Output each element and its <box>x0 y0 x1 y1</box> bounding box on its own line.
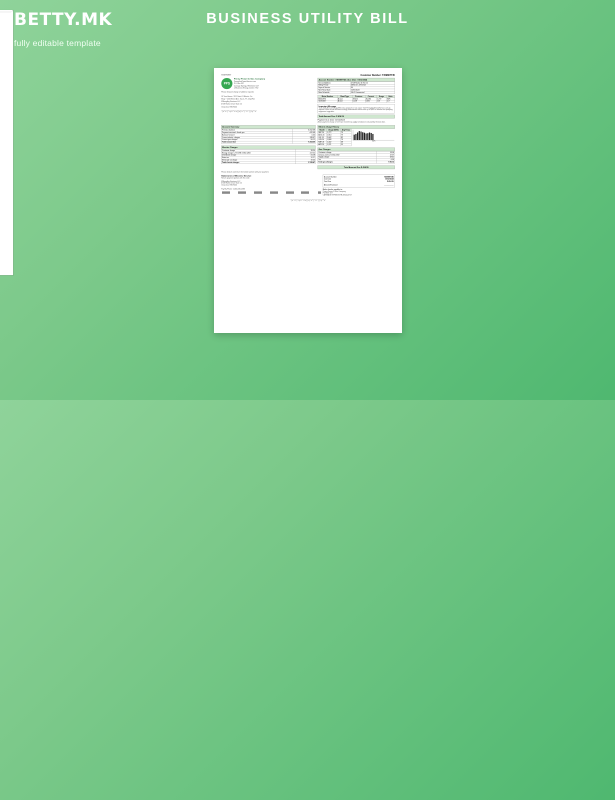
info-label-1: Billing Period <box>318 84 351 86</box>
meter-reading-table <box>318 95 395 103</box>
word-file-icon[interactable] <box>0 10 13 275</box>
account-summary-block <box>221 125 315 169</box>
usage-r5c0: APR 24 <box>318 144 327 146</box>
info-label-2: Days of Service <box>318 87 351 89</box>
table-row <box>221 161 315 163</box>
payment-stub-section <box>221 172 395 196</box>
customer-address-line-3: Willoughby Ventures LLC <box>221 101 315 104</box>
meter-col-4: Usage <box>377 95 387 97</box>
gas-label-3: Tax <box>318 159 377 161</box>
usage-r1c2: 79 <box>340 134 351 136</box>
gas-value-0: 14.00 <box>377 151 395 153</box>
charge-label-4: Municipal surcharge <box>221 159 295 161</box>
gas-charges-table <box>318 151 395 163</box>
summary-label-4: Current gas charges <box>221 139 292 141</box>
detach-note: Please detach and return the bottom portion with your payment. <box>221 172 395 174</box>
meter-r1c2: 5,218 <box>352 100 365 102</box>
payment-due-banner: Total Amount Due: $ 414.59 <box>318 115 395 119</box>
meter-r0c3: 40,184 <box>365 98 376 100</box>
stub-barcode <box>221 191 321 193</box>
meter-r0c4: 1,772 <box>377 98 387 100</box>
charge-label-5: Total electric charges <box>221 161 295 163</box>
summary-value-3: 318.47 <box>292 136 315 138</box>
stub-right <box>323 175 395 196</box>
electric-charges-table <box>221 149 315 164</box>
charge-value-4: 19.00 <box>296 159 316 161</box>
account-info-table <box>318 82 395 94</box>
company-address-1: PennyGasPowerService.com <box>234 80 265 82</box>
charge-value-0: 18.50 <box>296 149 316 151</box>
company-address-3: Carriage Springs, PA District 6.27 <box>234 85 265 87</box>
stub-amount-enclosed-label[interactable]: Amount Enclosed <box>324 184 337 186</box>
customer-number: Customer Number: 7459887745 <box>318 74 395 77</box>
usage-r0c0: SEP 24 <box>318 131 327 133</box>
meter-r1c3: 5,331 <box>365 100 376 102</box>
company-logo-icon: PPS <box>221 78 232 89</box>
usage-r2c1: 2,042 <box>326 136 340 138</box>
meter-col-0: Meter Number <box>318 95 338 97</box>
customer-address-block <box>221 96 315 109</box>
sender-block <box>221 74 315 122</box>
charge-value-1: 227.52 <box>296 152 316 154</box>
stub-customer-line-2: 4728 Harbor Drive Suite 12 <box>221 182 321 184</box>
stub-customer-line-1: Willoughby Ventures LLC <box>221 181 321 183</box>
middle-section <box>221 125 395 169</box>
usage-r5c1: 1,221 <box>326 144 340 146</box>
stub-amount-due-label: Total Due <box>324 181 331 183</box>
info-value-4: GS-2 Commercial <box>350 91 394 93</box>
meter-col-2: Previous <box>352 95 365 97</box>
usage-r3c0: JUN 24 <box>318 139 327 141</box>
utility-bill-document <box>214 68 402 333</box>
return-note: Please forward change of address requests <box>221 91 315 93</box>
stub-subheading: Return payment portion with this stub <box>221 177 321 179</box>
summary-value-1: -412.68 <box>292 131 315 133</box>
summary-label-1: Payment received - thank you <box>221 131 292 133</box>
due-date-line: Payment Due Date: 10/12/2024 <box>318 119 395 121</box>
document-footer-code: *|*0**0**|**0|*0***0*0|*|*0|**0**|***0***|*|*0|***0* <box>221 200 395 202</box>
account-info-block <box>316 74 395 122</box>
usage-r0c2: 74 <box>340 131 351 133</box>
account-info-title: Account Number: 7459887745 | Due Date: 10/12/2024 <box>318 78 395 82</box>
summary-value-5: $ 414.59 <box>292 141 315 143</box>
remit-line-1: Penny Power & Gas Company <box>323 191 395 193</box>
company-address-4: of Business Energy Center 7742 <box>234 87 265 89</box>
usage-r4c2: 68 <box>340 141 351 143</box>
summary-value-2: 0.00 <box>292 134 315 136</box>
meter-r1c1: Actual <box>337 100 352 102</box>
important-message-text: Your 2024 Annual Energy Efficiency program is now open. Visit PennyGasPowerService.com to request a free on-site business energy assessment and receive up to $500 in rebates on qualifying equipment upgrades. <box>319 107 394 112</box>
info-value-3: 10/13/2024 <box>350 89 394 91</box>
usage-r3c2: 76 <box>340 139 351 141</box>
gas-value-3: 6.34 <box>377 159 395 161</box>
usage-r1c0: AUG 24 <box>318 134 327 136</box>
document-header <box>221 74 395 122</box>
usage-col-2: Avg Temp <box>340 129 351 131</box>
remit-line-3: CARRIAGE SPRINGS PA 19044-0727 <box>323 194 395 196</box>
stub-customer-line-3: Clearview, PA 19044 <box>221 184 321 186</box>
table-row <box>318 100 395 102</box>
charge-value-2: 41.18 <box>296 154 316 156</box>
important-message-heading: Important Message <box>319 105 394 107</box>
usage-r4c0: MAY 24 <box>318 141 327 143</box>
company-name: Penny Power & Gas Company <box>234 77 265 80</box>
meter-col-3: Current <box>365 95 376 97</box>
stub-due-date-label: Due Date <box>324 178 331 180</box>
stub-account-value: 7459887745 <box>384 176 393 178</box>
customer-address-line-1: Of Your Home • 1111 Saint Of Electric Co. <box>221 96 315 99</box>
account-summary-table <box>221 129 315 144</box>
word-label <box>0 273 13 275</box>
meter-r0c0: A5512874 <box>318 98 338 100</box>
stub-account-label: Account Number <box>324 176 337 178</box>
info-label-4: Rate Schedule <box>318 91 351 93</box>
account-summary-heading: Account Summary <box>221 125 315 129</box>
meter-col-5: Units <box>386 95 394 97</box>
stub-amount-box <box>323 175 395 188</box>
meter-r0c1: Actual <box>337 98 352 100</box>
gas-charges-heading: Gas Charges <box>318 148 395 152</box>
gas-label-2: Supply charge <box>318 156 377 158</box>
remit-line-2: PO BOX 727 <box>323 192 395 194</box>
gas-value-4: $ 96.12 <box>377 161 395 163</box>
remit-heading: Make checks payable to: <box>323 189 395 191</box>
usage-col-0: Month <box>318 129 327 131</box>
customer-address-line-4: 4728 Harbor Drive Suite 12 <box>221 103 315 106</box>
gas-value-1: 47.37 <box>377 154 395 156</box>
customer-address-line-5: Clearview, PA 19044 <box>221 106 315 109</box>
table-row <box>221 141 315 143</box>
electric-charges-heading: Electric Charges <box>221 146 315 150</box>
usage-bar-chart <box>352 129 394 146</box>
info-value-0: 4728 Harbor Dr Ste 12 <box>350 82 394 84</box>
usage-r2c0: JUL 24 <box>318 136 327 138</box>
usage-r2c2: 82 <box>340 136 351 138</box>
meter-r1c4: 113 <box>377 100 387 102</box>
charge-label-3: State tax <box>221 157 295 159</box>
table-row <box>318 144 352 146</box>
mail-barcode-text: *|*0**0**|**0|*0***0*0|*|*0|**0**|***0***|*|*0|***0* <box>221 111 315 113</box>
usage-chart-ylabel: kWh <box>353 140 394 142</box>
charge-value-5: $ 318.47 <box>296 161 316 163</box>
page-title: BUSINESS UTILITY BILL <box>0 11 615 27</box>
gas-label-1: Delivery 113 Ccf @ $0.4192 <box>318 154 377 156</box>
brand-tagline: fully editable template <box>14 38 112 48</box>
gas-value-2: 28.41 <box>377 156 395 158</box>
stub-amount-due: $ 414.59 <box>387 181 394 183</box>
summary-label-2: Balance forward <box>221 134 292 136</box>
meter-col-1: Read Type <box>337 95 352 97</box>
stub-amount-enclosed-field[interactable]: __________ <box>384 184 393 186</box>
usage-chart-bars <box>353 130 394 140</box>
usage-history-block <box>316 125 395 169</box>
summary-label-0: Previous balance <box>221 129 292 131</box>
document-preview[interactable] <box>214 68 402 333</box>
stub-due-date: 10/12/2024 <box>385 178 393 180</box>
info-label-0: Service Address <box>318 82 351 84</box>
info-label-3: Next Read Date <box>318 89 351 91</box>
meter-r0c2: 38,412 <box>352 98 365 100</box>
late-fee-note: A late payment charge of 1.5% per month may apply to balances not paid by the due date. <box>318 121 395 123</box>
summary-label-3: Current electric charges <box>221 136 292 138</box>
brand-name: BETTY.MK <box>14 10 112 30</box>
stub-left <box>221 175 321 196</box>
summary-value-4: 96.12 <box>292 139 315 141</box>
charge-label-1: Energy charge 1,772 kWh @ $0.1284 <box>221 152 295 154</box>
gas-label-4: Total gas charges <box>318 161 377 163</box>
meter-r1c5: Ccf <box>386 100 394 102</box>
info-value-1: 08/14/24 - 09/13/24 <box>350 84 394 86</box>
meter-r0c5: kWh <box>386 98 394 100</box>
usage-r0c1: 1,772 <box>326 131 340 133</box>
table-row <box>318 161 395 163</box>
usage-history-heading: Electric Usage History <box>318 125 395 129</box>
table-row <box>318 91 395 93</box>
charge-label-0: Customer charge <box>221 149 295 151</box>
company-identity <box>221 77 315 89</box>
charge-label-2: Distribution charge <box>221 154 295 156</box>
usage-bar <box>372 134 373 140</box>
charge-value-3: 12.27 <box>296 157 316 159</box>
usage-r5c2: 59 <box>340 144 351 146</box>
gas-label-0: Customer charge <box>318 151 377 153</box>
company-address-2: P.O. Box 337 <box>234 83 265 85</box>
form-corner-note: STATEMENT <box>221 74 315 76</box>
important-message-box <box>318 104 395 113</box>
usage-col-1: Usage (kWh) <box>326 129 340 131</box>
usage-r4c1: 1,402 <box>326 141 340 143</box>
info-value-2: 30 <box>350 87 394 89</box>
meter-r1c0: G2204417 <box>318 100 338 102</box>
customer-address-line-2: Shop • 1234 Street Ave. Tacon, Ps. Dept/Rd. <box>221 98 315 101</box>
stub-heading: Statement of Electric Service <box>221 175 321 177</box>
stub-phone-note: Pay By Phone: 1-800-555-0183 <box>221 188 321 190</box>
summary-value-0: $ 412.68 <box>292 129 315 131</box>
summary-label-5: Total amount due <box>221 141 292 143</box>
usage-r1c1: 1,910 <box>326 134 340 136</box>
usage-r3c1: 1,688 <box>326 139 340 141</box>
usage-history-table <box>318 129 352 146</box>
total-due-banner: Total Amount Due $ 414.59 <box>318 165 395 169</box>
